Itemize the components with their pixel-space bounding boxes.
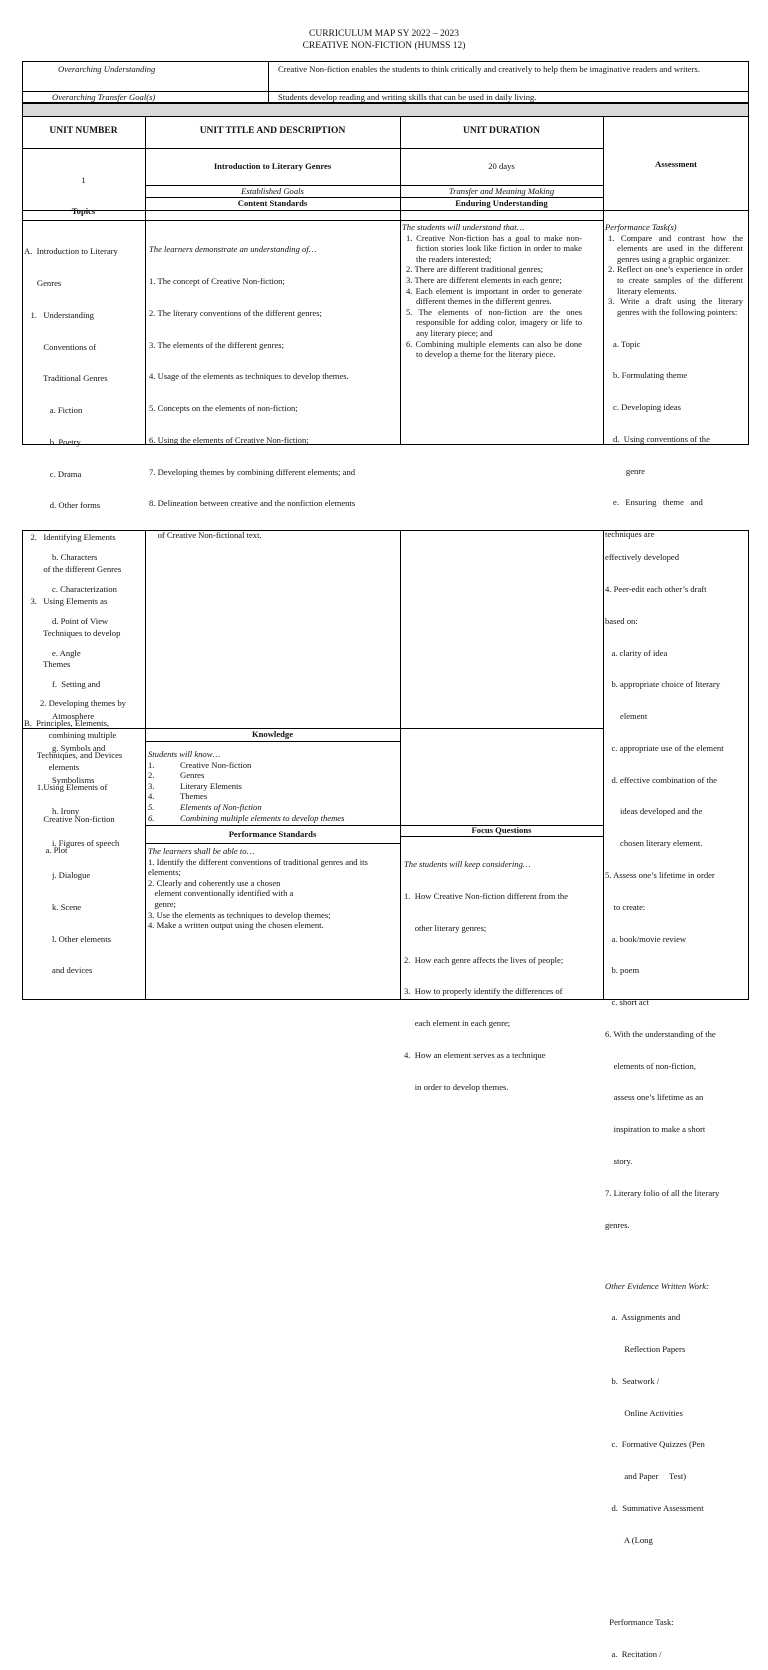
- list-item: Reflection Papers: [605, 1344, 686, 1355]
- list-item: chosen literary element.: [605, 838, 703, 849]
- list-number: 4.: [148, 791, 155, 802]
- list-item: b. Poetry: [24, 436, 81, 447]
- list-item: 4. Peer-edit each other’s draft: [605, 583, 707, 594]
- assessment-header: Assessment: [654, 159, 697, 169]
- list-item: d. Point of View: [52, 615, 109, 626]
- performance-standards: [148, 846, 398, 931]
- list-item: 3. How to properly identify the differences of: [404, 986, 563, 997]
- list-item: d. Summative Assessment: [605, 1503, 704, 1514]
- knowledge-intro: Students will know…: [148, 749, 221, 759]
- list-item: techniques are: [605, 529, 655, 540]
- list-number: 1.: [148, 759, 155, 770]
- assessment-page2: [605, 531, 748, 1670]
- col-unit-duration: UNIT DURATION: [463, 126, 540, 136]
- performance-standards-header: Performance Standards: [228, 829, 317, 839]
- list-item: 6. Using the elements of Creative Non-fiction;: [149, 434, 309, 445]
- list-item: i. Figures of speech: [52, 838, 120, 849]
- list-item: Performance Task:: [605, 1616, 674, 1627]
- list-text: Elements of Non-fiction: [180, 801, 262, 812]
- list-item: c. Formative Quizzes (Pen: [605, 1439, 705, 1450]
- transfer-goal-text: Students develop reading and writing skills that can be used in daily living.: [278, 92, 537, 102]
- list-item: 2. There are different traditional genres;: [406, 264, 544, 275]
- list-item: d. Using conventions of the: [613, 433, 710, 444]
- focus-questions-header: Focus Questions: [471, 825, 532, 835]
- list-item: each element in each genre;: [404, 1018, 511, 1029]
- list-item: 1. Understanding: [24, 309, 94, 320]
- list-text: Themes: [180, 791, 208, 802]
- list-item: b. Characters: [52, 552, 98, 563]
- list-item: [148, 770, 398, 781]
- performance-tasks-page1: [605, 222, 743, 540]
- list-item: A. Introduction to Literary: [24, 246, 118, 257]
- list-item: 7. Developing themes by combining different elements; and: [149, 466, 356, 477]
- list-item: [148, 791, 398, 802]
- list-item: based on:: [605, 615, 638, 626]
- list-item: 6. Combining multiple elements can also be done to develop a theme for the literary piece.: [406, 338, 582, 360]
- list-item: f. Setting and: [52, 679, 101, 690]
- list-text: Literary Elements: [180, 780, 242, 791]
- content-standards-header: Content Standards: [237, 198, 308, 208]
- col-unit-number: UNIT NUMBER: [49, 126, 118, 136]
- unit-duration: 20 days: [488, 161, 515, 171]
- list-item: a. Assignments and: [605, 1312, 681, 1323]
- list-item: 3. Write a draft using the literary genres with the following pointers:: [608, 296, 743, 317]
- list-item: l. Other elements: [52, 933, 111, 944]
- list-spacer: [605, 1251, 748, 1259]
- content-intro: The learners demonstrate an understanding of…: [149, 244, 317, 255]
- performance-standards-intro: The learners shall be able to…: [148, 846, 255, 856]
- list-item: d. Other forms: [24, 500, 101, 511]
- list-item: in order to develop themes.: [404, 1081, 509, 1092]
- list-item: b. Formulating theme: [613, 370, 688, 381]
- list-item: and devices: [52, 965, 93, 976]
- list-item: elements of non-fiction,: [605, 1060, 696, 1071]
- list-item: 2. Identifying Elements: [24, 532, 116, 543]
- list-item: c. Drama: [24, 468, 82, 479]
- list-item: 2. The literary conventions of the different genres;: [149, 307, 322, 318]
- list-item: e. Ensuring theme and: [613, 497, 703, 508]
- list-item: 1. The concept of Creative Non-fiction;: [149, 275, 285, 286]
- list-text: Creative Non-fiction: [180, 759, 252, 770]
- list-spacer: [605, 1567, 748, 1575]
- list-item: assess one’s lifetime as an: [605, 1092, 704, 1103]
- overarching-understanding-label: Overarching Understanding: [58, 64, 156, 74]
- list-item: A (Long: [605, 1534, 653, 1545]
- list-item: 4. Usage of the elements as techniques to develop themes.: [149, 371, 349, 382]
- list-item: j. Dialogue: [52, 870, 91, 880]
- list-number: 5.: [148, 801, 155, 812]
- list-number: 2.: [148, 770, 155, 781]
- list-number: 6.: [148, 812, 155, 823]
- list-item: Themes: [24, 659, 71, 670]
- list-item: g. Symbols and: [52, 742, 106, 753]
- list-item: other literary genres;: [404, 922, 487, 933]
- list-item: 2. Clearly and coherently use a chosen: [148, 877, 281, 888]
- list-item: 8. Delineation between creative and the nonfiction elements: [149, 498, 356, 509]
- enduring-intro: The students will understand that…: [402, 222, 525, 232]
- list-item: b. appropriate choice of literary: [605, 679, 721, 690]
- list-item: Symbolisms: [52, 774, 95, 785]
- focus-questions: [404, 838, 602, 1103]
- list-item: 1.Using Elements of: [24, 781, 108, 792]
- list-item: 3. There are different elements in each genre;: [406, 274, 562, 285]
- unit-title: Introduction to Literary Genres: [213, 161, 332, 171]
- list-item: ideas developed and the: [605, 806, 703, 817]
- list-item: 2. Reflect on one’s experience in order to create samples of the different literary elements.: [608, 264, 743, 296]
- list-item: a. Plot: [24, 845, 68, 856]
- list-item: a. Recitation /: [605, 1648, 662, 1659]
- enduring-understanding-header: Enduring Understanding: [455, 198, 548, 208]
- list-item: a. clarity of idea: [605, 647, 668, 658]
- knowledge-section: [148, 749, 398, 823]
- list-item: b. poem: [605, 965, 640, 976]
- list-item: 6. With the understanding of the: [605, 1028, 716, 1039]
- list-item: [148, 760, 398, 771]
- list-item: 1. Identify the different conventions of traditional genres and its elements;: [148, 856, 368, 878]
- document-title: CURRICULUM MAP SY 2022 – 2023: [309, 29, 459, 39]
- list-item: 1. How Creative Non-fiction different from the: [404, 890, 569, 901]
- list-text: Combining multiple elements to develop themes: [180, 812, 345, 823]
- list-item: a. Topic: [613, 338, 641, 349]
- list-item: story.: [605, 1156, 633, 1167]
- list-item: effectively developed: [605, 552, 680, 563]
- list-item: h. Irony: [52, 806, 80, 817]
- topics-header: Topics: [71, 206, 96, 216]
- performance-task-label: Performance Task(s): [605, 222, 677, 232]
- list-item: to create:: [605, 901, 646, 912]
- list-item: 5. The elements of non-fiction are the ones responsible for adding color, imagery or life to any literary piece; and: [406, 306, 582, 338]
- list-item: e. Angle: [52, 647, 81, 658]
- list-item: c. Developing ideas: [613, 402, 682, 413]
- transfer-meaning-making: Transfer and Meaning Making: [448, 186, 555, 196]
- list-item: elements: [40, 761, 80, 772]
- list-item: 3. The elements of the different genres;: [149, 339, 284, 350]
- list-item: [148, 781, 398, 792]
- list-item: c. Characterization: [52, 583, 117, 594]
- list-item: Creative Non-fiction: [24, 813, 115, 824]
- list-item: 2. How each genre affects the lives of people;: [404, 954, 564, 965]
- other-evidence-label: Other Evidence Written Work:: [605, 1280, 709, 1291]
- col-unit-title: UNIT TITLE AND DESCRIPTION: [199, 126, 346, 136]
- list-item: Genres: [24, 277, 62, 288]
- list-item: Online Activities: [605, 1407, 683, 1418]
- topics-item-2: [40, 677, 144, 783]
- list-item: 4. How an element serves as a technique: [404, 1049, 546, 1060]
- list-item: 1. Compare and contrast how the elements are used in the different genres using a graphic organizer.: [608, 232, 743, 264]
- established-goals: Established Goals: [241, 186, 304, 196]
- list-item: genre: [613, 465, 645, 476]
- list-item: Conventions of: [24, 341, 97, 352]
- unit-number: 1: [81, 175, 86, 185]
- list-item: 5. Concepts on the elements of non-fiction;: [149, 403, 298, 414]
- list-item: element: [605, 711, 648, 722]
- list-item: k. Scene: [52, 901, 82, 912]
- list-item: 4. Make a written output using the chosen element.: [148, 920, 324, 931]
- list-item: and Paper Test): [605, 1471, 687, 1482]
- content-standards: [149, 223, 399, 551]
- list-item: c. short act: [605, 997, 649, 1008]
- list-number: 3.: [148, 780, 155, 791]
- list-item: genre;: [148, 898, 176, 909]
- transfer-goal-label: Overarching Transfer Goal(s): [52, 92, 156, 102]
- list-item: 3. Using Elements as: [24, 595, 108, 606]
- list-item: [148, 813, 398, 824]
- overarching-understanding-text: Creative Non-fiction enables the students to think critically and creatively to help them be imaginative readers and writers.: [278, 64, 700, 74]
- list-item: Atmosphere: [52, 711, 95, 722]
- list-item: combining multiple: [40, 729, 117, 740]
- list-item: inspiration to make a short: [605, 1124, 706, 1135]
- document-subtitle: CREATIVE NON-FICTION (HUMSS 12): [302, 41, 466, 51]
- list-item: c. appropriate use of the element: [605, 742, 724, 753]
- list-item: of Creative Non-fictional text.: [149, 530, 262, 541]
- list-item: 2. Developing themes by: [40, 698, 126, 709]
- focus-questions-intro: The students will keep considering…: [404, 859, 531, 870]
- list-item: B. Principles, Elements,: [24, 718, 109, 729]
- list-item: a. book/movie review: [605, 933, 687, 944]
- list-item: element conventionally identified with a: [148, 888, 294, 899]
- list-item: genres.: [605, 1219, 630, 1230]
- knowledge-header: Knowledge: [251, 729, 294, 739]
- list-item: [148, 802, 398, 813]
- list-item: Traditional Genres: [24, 373, 108, 384]
- list-item: 3. Use the elements as techniques to develop themes;: [148, 909, 331, 920]
- list-item: 7. Literary folio of all the literary: [605, 1187, 720, 1198]
- list-item: a. Fiction: [24, 405, 83, 416]
- list-item: d. effective combination of the: [605, 774, 717, 785]
- enduring-understanding: [402, 222, 582, 360]
- list-text: Genres: [180, 770, 205, 781]
- list-item: b. Seatwork /: [605, 1375, 660, 1386]
- list-item: 4. Each element is important in order to generate different themes in the different genres.: [406, 285, 582, 307]
- list-item: of the different Genres: [24, 564, 122, 574]
- list-item: 1. Creative Non-fiction has a goal to make non-fiction stories look like fiction in order to make the readers interested;: [406, 232, 582, 264]
- list-item: Techniques, and Devices: [24, 750, 123, 761]
- list-item: 5. Assess one’s lifetime in order: [605, 870, 715, 880]
- list-item: Techniques to develop: [24, 627, 121, 638]
